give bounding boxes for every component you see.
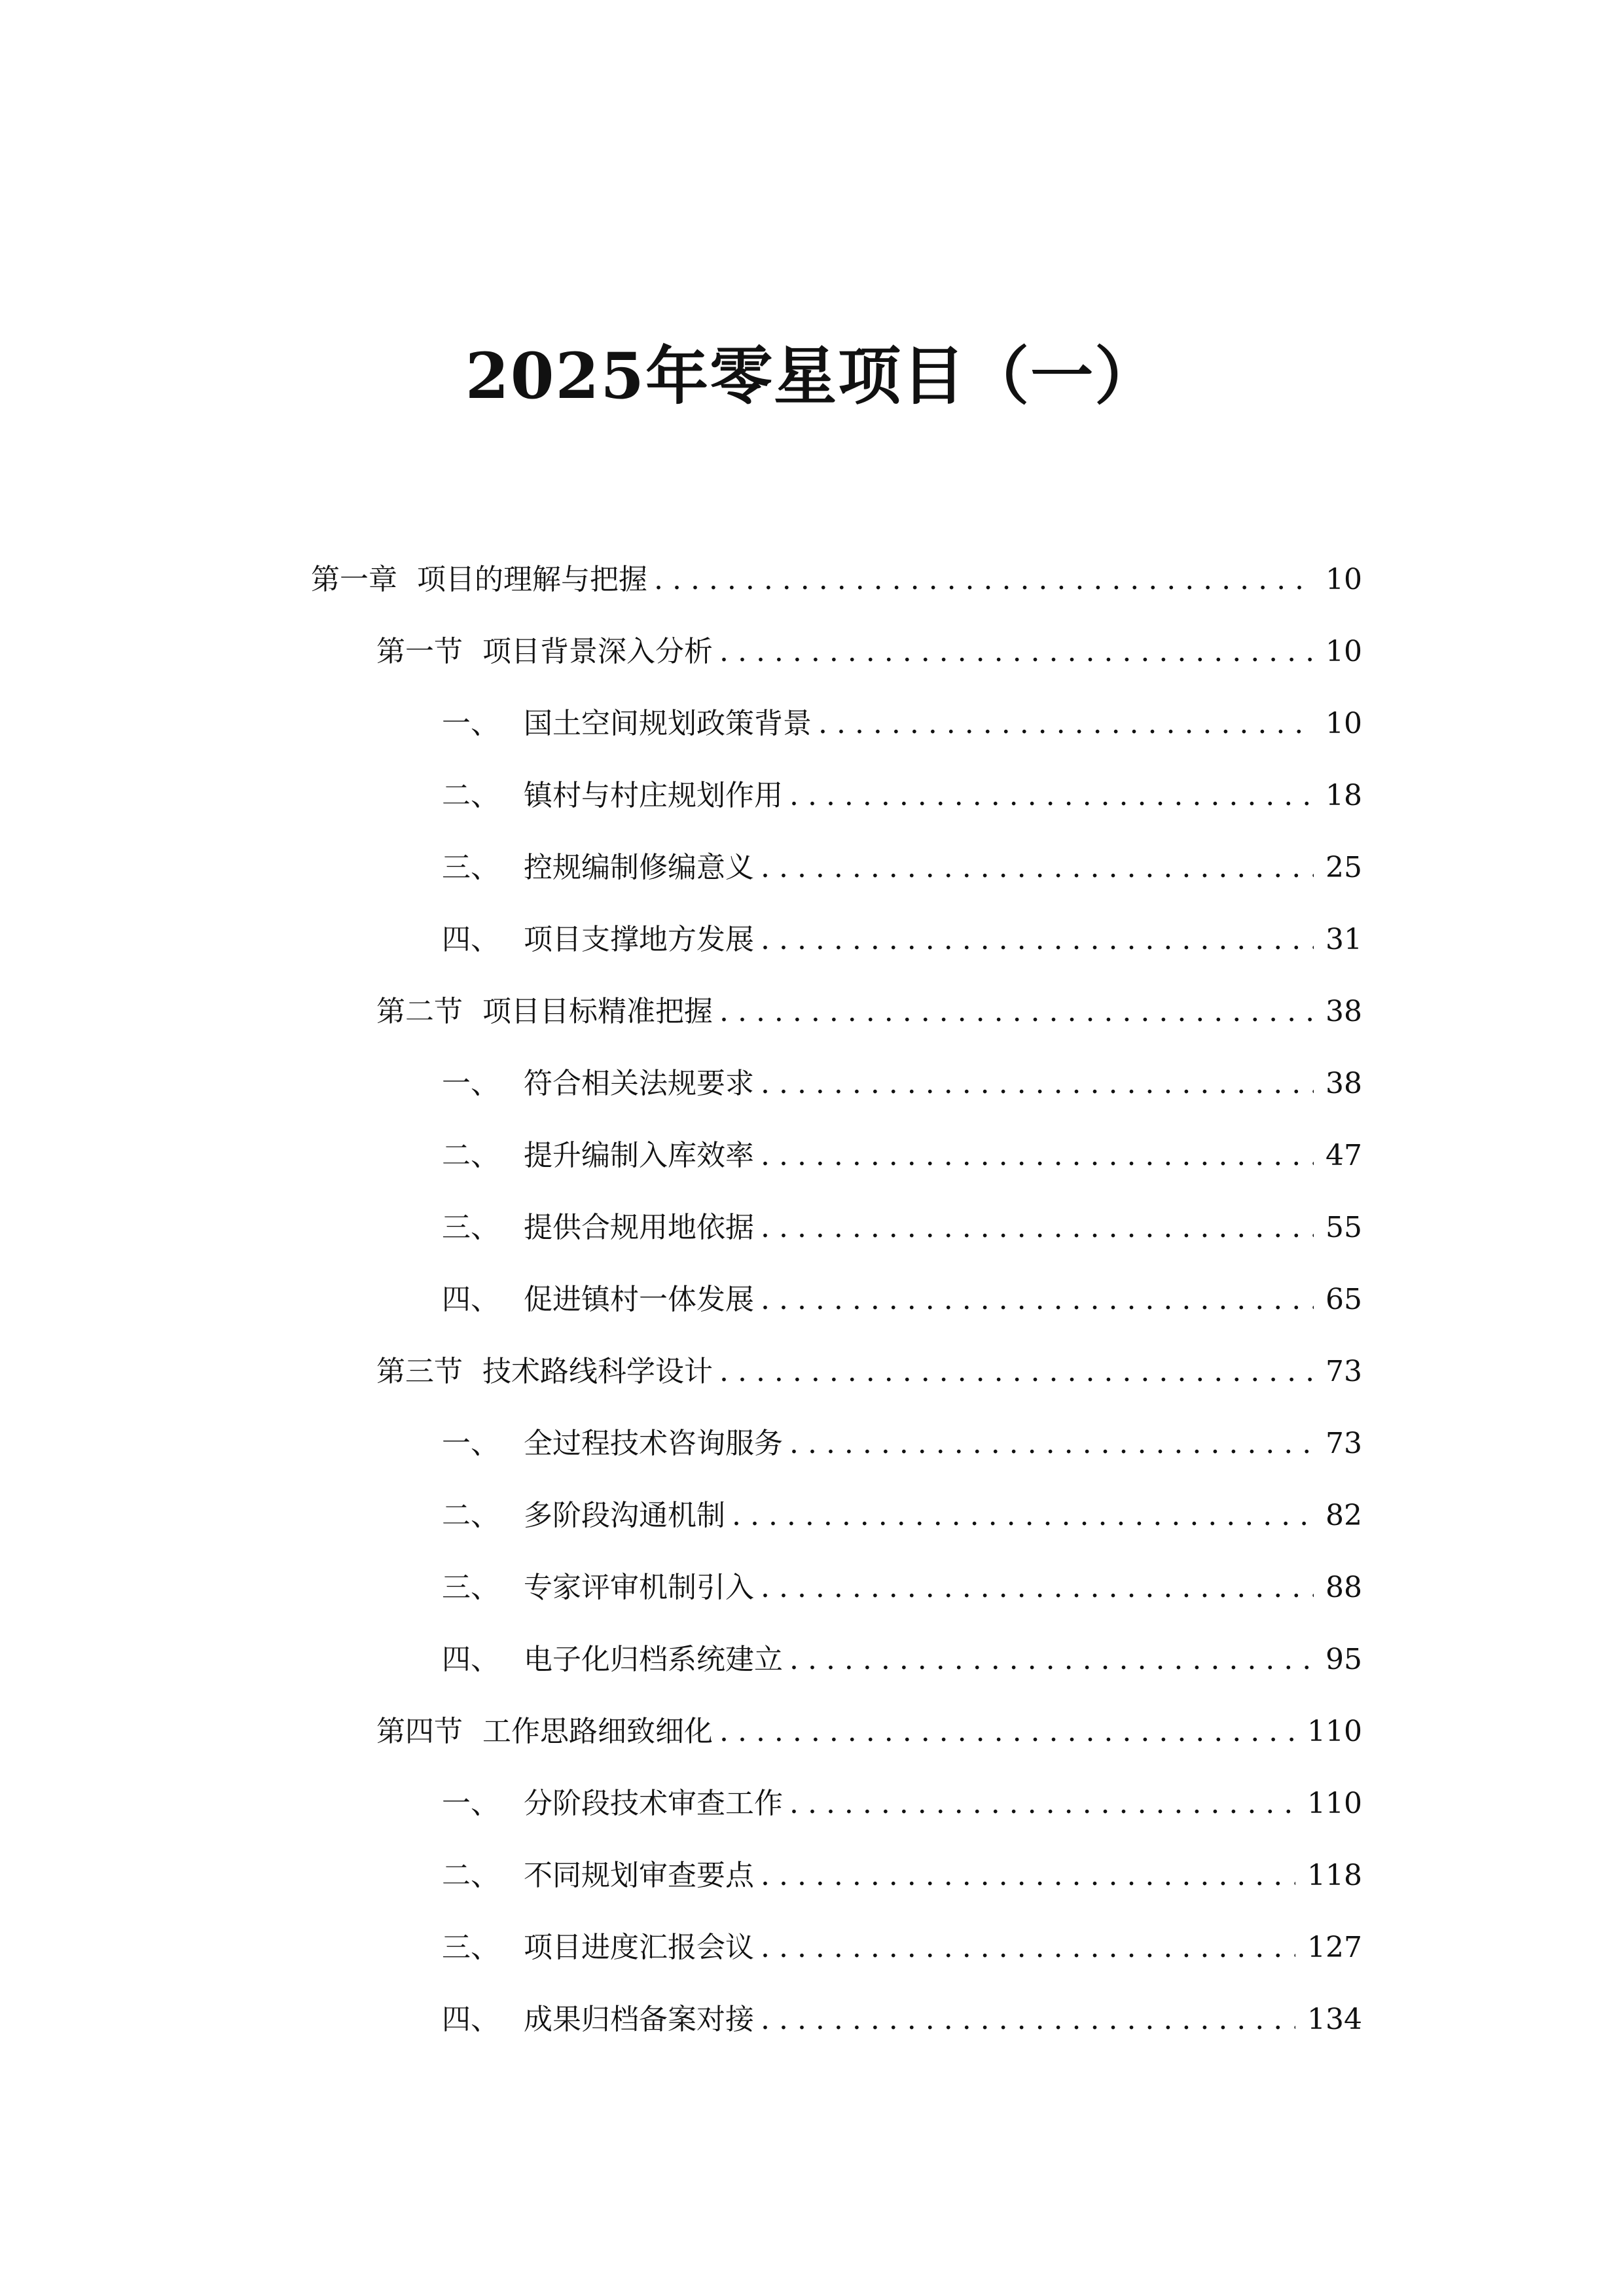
toc-entry-number: 第三节 bbox=[376, 1355, 463, 1388]
toc-entry[interactable] bbox=[376, 1346, 1362, 1398]
toc-entry-number: 三、 bbox=[442, 851, 499, 884]
toc-leader-dots bbox=[761, 1274, 1314, 1326]
toc-leader-dots bbox=[761, 914, 1314, 966]
toc-entry-number: 一、 bbox=[442, 1067, 499, 1100]
toc-entry-label: 促进镇村一体发展 bbox=[524, 1283, 754, 1316]
toc-entry[interactable] bbox=[376, 1706, 1362, 1758]
toc-entry-label: 成果归档备案对接 bbox=[524, 2003, 754, 2036]
toc-entry[interactable] bbox=[442, 1562, 1362, 1614]
toc-entry-number: 第一章 bbox=[311, 563, 397, 596]
toc-entry-page: 65 bbox=[1326, 1283, 1362, 1316]
toc-leader-dots bbox=[789, 770, 1314, 822]
toc-entry-number: 二、 bbox=[442, 779, 499, 812]
toc-entry-page: 10 bbox=[1326, 707, 1362, 740]
toc-entry[interactable] bbox=[442, 1418, 1362, 1470]
toc-entry[interactable] bbox=[442, 698, 1362, 750]
toc-entry-number: 三、 bbox=[442, 1931, 499, 1964]
toc-entry[interactable] bbox=[442, 770, 1362, 822]
toc-entry-label: 全过程技术咨询服务 bbox=[524, 1427, 783, 1460]
toc-entry[interactable] bbox=[442, 842, 1362, 894]
toc-entry-label: 项目的理解与把握 bbox=[417, 563, 647, 596]
toc-entry-page: 38 bbox=[1326, 995, 1362, 1028]
toc-entry-label: 技术路线科学设计 bbox=[482, 1355, 713, 1388]
toc-entry-number: 四、 bbox=[442, 1643, 499, 1676]
toc-entry-number: 四、 bbox=[442, 923, 499, 956]
toc-leader-dots bbox=[789, 1634, 1314, 1686]
toc-entry[interactable] bbox=[442, 1274, 1362, 1326]
toc-leader-dots bbox=[818, 698, 1314, 750]
toc-entry-number: 四、 bbox=[442, 1283, 499, 1316]
toc-entry-number: 第二节 bbox=[376, 995, 463, 1028]
toc-entry-number: 二、 bbox=[442, 1499, 499, 1532]
toc-leader-dots bbox=[761, 842, 1314, 894]
toc-entry-label: 符合相关法规要求 bbox=[524, 1067, 754, 1100]
toc-entry[interactable] bbox=[442, 1058, 1362, 1110]
toc-leader-dots bbox=[719, 986, 1314, 1038]
toc-entry[interactable] bbox=[376, 626, 1362, 678]
toc-entry-label: 提供合规用地依据 bbox=[524, 1211, 754, 1244]
toc-leader-dots bbox=[732, 1490, 1314, 1542]
toc-leader-dots bbox=[761, 1562, 1314, 1614]
toc-entry[interactable] bbox=[442, 1850, 1362, 1902]
toc-entry-number: 三、 bbox=[442, 1571, 499, 1604]
toc-entry-label: 项目进度汇报会议 bbox=[524, 1931, 754, 1964]
toc-entry-number: 一、 bbox=[442, 1427, 499, 1460]
toc-entry-label: 多阶段沟通机制 bbox=[524, 1499, 725, 1532]
toc-entry-label: 控规编制修编意义 bbox=[524, 851, 754, 884]
toc-entry-page: 10 bbox=[1326, 563, 1362, 596]
toc-entry-page: 134 bbox=[1307, 2003, 1362, 2036]
toc-entry[interactable] bbox=[442, 1922, 1362, 1974]
toc-entry-page: 10 bbox=[1326, 635, 1362, 668]
toc-entry-label: 专家评审机制引入 bbox=[524, 1571, 754, 1604]
toc-entry-page: 95 bbox=[1326, 1643, 1362, 1676]
toc-entry-page: 118 bbox=[1307, 1859, 1362, 1892]
toc-entry-number: 二、 bbox=[442, 1859, 499, 1892]
toc-entry[interactable] bbox=[442, 1490, 1362, 1542]
toc-entry-page: 55 bbox=[1326, 1211, 1362, 1244]
toc-leader-dots bbox=[789, 1778, 1295, 1830]
toc-entry-number: 四、 bbox=[442, 2003, 499, 2036]
toc-entry-page: 110 bbox=[1307, 1787, 1362, 1820]
toc-entry-number: 二、 bbox=[442, 1139, 499, 1172]
toc-leader-dots bbox=[789, 1418, 1314, 1470]
toc-entry-number: 三、 bbox=[442, 1211, 499, 1244]
toc-entry-number: 一、 bbox=[442, 1787, 499, 1820]
toc-leader-dots bbox=[719, 1346, 1314, 1398]
toc-entry-label: 项目目标精准把握 bbox=[482, 995, 713, 1028]
toc-entry-page: 38 bbox=[1326, 1067, 1362, 1100]
toc-entry-label: 分阶段技术审查工作 bbox=[524, 1787, 783, 1820]
toc-leader-dots bbox=[761, 1850, 1295, 1902]
toc-leader-dots bbox=[719, 1706, 1295, 1758]
toc-entry[interactable] bbox=[376, 986, 1362, 1038]
toc-entry-label: 镇村与村庄规划作用 bbox=[524, 779, 783, 812]
toc-entry-page: 73 bbox=[1326, 1355, 1362, 1388]
toc-leader-dots bbox=[761, 1994, 1295, 2046]
toc-entry-page: 73 bbox=[1326, 1427, 1362, 1460]
toc-entry-page: 31 bbox=[1326, 923, 1362, 956]
toc-entry-page: 88 bbox=[1326, 1571, 1362, 1604]
toc-entry[interactable] bbox=[442, 1994, 1362, 2046]
toc-entry-label: 项目背景深入分析 bbox=[482, 635, 713, 668]
toc-leader-dots bbox=[719, 626, 1314, 678]
toc-entry-number: 一、 bbox=[442, 707, 499, 740]
toc-leader-dots bbox=[761, 1922, 1295, 1974]
toc-entry-label: 工作思路细致细化 bbox=[482, 1715, 713, 1748]
toc-entry-label: 国土空间规划政策背景 bbox=[524, 707, 812, 740]
toc-entry[interactable] bbox=[442, 1202, 1362, 1254]
toc-entry-page: 110 bbox=[1307, 1715, 1362, 1748]
toc-leader-dots bbox=[761, 1130, 1314, 1182]
toc-entry-page: 127 bbox=[1307, 1931, 1362, 1964]
toc-leader-dots bbox=[761, 1202, 1314, 1254]
toc-entry-label: 提升编制入库效率 bbox=[524, 1139, 754, 1172]
toc-entry-label: 不同规划审查要点 bbox=[524, 1859, 754, 1892]
toc-entry-label: 项目支撑地方发展 bbox=[524, 923, 754, 956]
toc-entry-label: 电子化归档系统建立 bbox=[524, 1643, 783, 1676]
toc-entry-page: 25 bbox=[1326, 851, 1362, 884]
toc-entry[interactable] bbox=[442, 1778, 1362, 1830]
toc-entry-page: 82 bbox=[1326, 1499, 1362, 1532]
toc-entry[interactable] bbox=[311, 554, 1362, 606]
toc-leader-dots bbox=[654, 554, 1314, 606]
toc-entry-page: 47 bbox=[1326, 1139, 1362, 1172]
toc-entry-number: 第四节 bbox=[376, 1715, 463, 1748]
toc-entry-page: 18 bbox=[1326, 779, 1362, 812]
toc-leader-dots bbox=[761, 1058, 1314, 1110]
toc-entry[interactable] bbox=[442, 914, 1362, 966]
toc-entry[interactable] bbox=[442, 1130, 1362, 1182]
document-title: 2025年零星项目（一） bbox=[465, 339, 1159, 413]
toc-entry[interactable] bbox=[442, 1634, 1362, 1686]
toc-entry-number: 第一节 bbox=[376, 635, 463, 668]
